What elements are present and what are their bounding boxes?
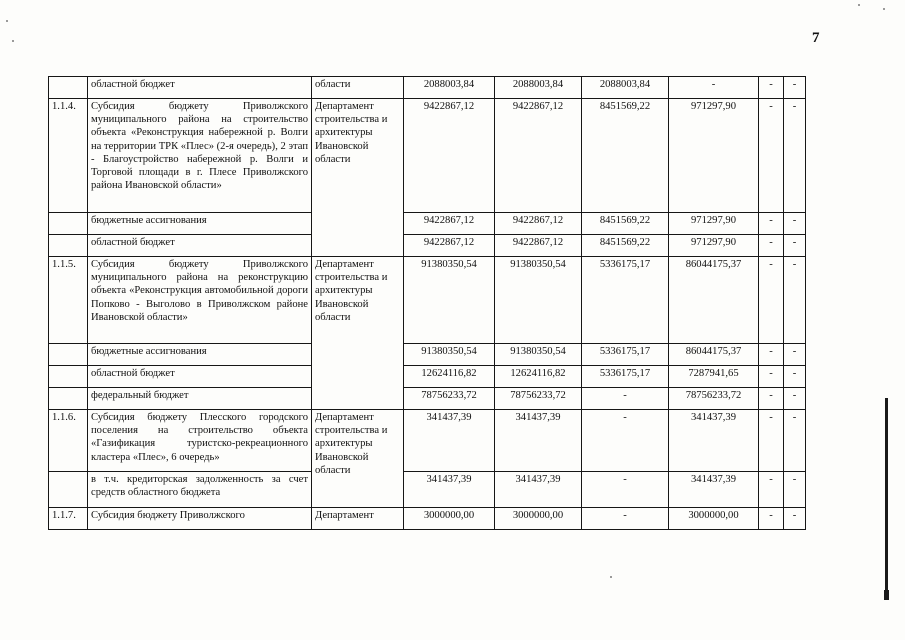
scan-margin-tick <box>884 590 889 600</box>
value-cell: - <box>784 99 806 213</box>
scan-speck <box>610 576 612 578</box>
value-cell: 341437,39 <box>404 410 495 472</box>
value-cell: 341437,39 <box>495 410 582 472</box>
scan-margin-bar <box>885 398 888 598</box>
value-cell: 5336175,17 <box>582 257 669 344</box>
value-cell: 3000000,00 <box>669 508 759 530</box>
table-row <box>49 472 806 508</box>
value-cell: - <box>784 77 806 99</box>
row-name: Субсидия бюджету Плесского городского поселения на строительство объекта «Газификация туристско-рекреационного кластера «Плес», 6 очередь» <box>88 410 312 472</box>
value-cell: - <box>759 344 784 366</box>
value-cell: 971297,90 <box>669 213 759 235</box>
value-cell: - <box>759 410 784 472</box>
row-number: 1.1.7. <box>49 508 88 530</box>
value-cell: 78756233,72 <box>669 388 759 410</box>
value-cell: 971297,90 <box>669 235 759 257</box>
row-name: Субсидия бюджету Приволжского муниципального района на реконструкцию объекта «Реконструкция автомобильной дороги Попково - Выголово в Приволжском районе Ивановской области» <box>88 257 312 344</box>
value-cell: - <box>582 410 669 472</box>
value-cell: - <box>759 388 784 410</box>
value-cell: 9422867,12 <box>404 99 495 213</box>
value-cell: 78756233,72 <box>404 388 495 410</box>
table-row <box>49 366 806 388</box>
value-cell: - <box>784 366 806 388</box>
value-cell: - <box>582 388 669 410</box>
value-cell: - <box>582 472 669 508</box>
table-row <box>49 257 806 344</box>
value-cell: 9422867,12 <box>495 235 582 257</box>
value-cell: 5336175,17 <box>582 344 669 366</box>
table-row <box>49 235 806 257</box>
value-cell: 86044175,37 <box>669 344 759 366</box>
row-name: бюджетные ассигнования <box>88 344 312 366</box>
value-cell: - <box>784 472 806 508</box>
value-cell: 341437,39 <box>669 410 759 472</box>
row-executor: Департамент <box>312 508 404 530</box>
value-cell: 8451569,22 <box>582 99 669 213</box>
value-cell: - <box>759 99 784 213</box>
value-cell: 91380350,54 <box>495 257 582 344</box>
table-row <box>49 344 806 366</box>
value-cell: - <box>759 235 784 257</box>
value-cell: 9422867,12 <box>404 213 495 235</box>
value-cell: - <box>784 410 806 472</box>
value-cell: - <box>669 77 759 99</box>
value-cell: - <box>784 388 806 410</box>
value-cell: 78756233,72 <box>495 388 582 410</box>
row-name: Субсидия бюджету Приволжского муниципального района на строительство объекта «Реконструкция набережной р. Волги на территории ТРК «Плес» (2-я очередь), 2 этап - Благоустройство набережной р. Волги и Торговой площади в г. Плесе Приволжского района Ивановской области» <box>88 99 312 213</box>
table-row <box>49 388 806 410</box>
value-cell: 91380350,54 <box>495 344 582 366</box>
page-number: 7 <box>812 30 820 46</box>
scan-speck <box>858 4 860 6</box>
table-row <box>49 99 806 213</box>
value-cell: - <box>759 257 784 344</box>
row-number: 1.1.4. <box>49 99 88 213</box>
value-cell: - <box>759 213 784 235</box>
value-cell: 91380350,54 <box>404 344 495 366</box>
value-cell: - <box>784 235 806 257</box>
value-cell: 91380350,54 <box>404 257 495 344</box>
row-executor: Департамент строительства и архитектуры Ивановской области <box>312 99 404 257</box>
row-name: федеральный бюджет <box>88 388 312 410</box>
value-cell: 86044175,37 <box>669 257 759 344</box>
value-cell: 3000000,00 <box>495 508 582 530</box>
row-number <box>49 77 88 99</box>
value-cell: 8451569,22 <box>582 235 669 257</box>
row-name: областной бюджет <box>88 77 312 99</box>
value-cell: - <box>784 257 806 344</box>
row-executor: области <box>312 77 404 99</box>
value-cell: 9422867,12 <box>495 99 582 213</box>
value-cell: 5336175,17 <box>582 366 669 388</box>
scan-speck <box>6 20 8 22</box>
value-cell: - <box>784 344 806 366</box>
table-row <box>49 77 806 99</box>
value-cell: - <box>759 508 784 530</box>
value-cell: - <box>784 508 806 530</box>
table-row <box>49 508 806 530</box>
value-cell: 2088003,84 <box>495 77 582 99</box>
value-cell: 3000000,00 <box>404 508 495 530</box>
value-cell: - <box>759 472 784 508</box>
value-cell: - <box>582 508 669 530</box>
row-name: областной бюджет <box>88 366 312 388</box>
value-cell: 971297,90 <box>669 99 759 213</box>
value-cell: 341437,39 <box>404 472 495 508</box>
value-cell: 7287941,65 <box>669 366 759 388</box>
table-row <box>49 410 806 472</box>
row-name: Субсидия бюджету Приволжского <box>88 508 312 530</box>
row-executor: Департамент строительства и архитектуры Ивановской области <box>312 257 404 410</box>
value-cell: 8451569,22 <box>582 213 669 235</box>
budget-table <box>48 76 806 530</box>
value-cell: - <box>784 213 806 235</box>
value-cell: 2088003,84 <box>582 77 669 99</box>
value-cell: 9422867,12 <box>404 235 495 257</box>
value-cell: 9422867,12 <box>495 213 582 235</box>
row-name: бюджетные ассигнования <box>88 213 312 235</box>
value-cell: - <box>759 366 784 388</box>
scan-speck <box>883 8 885 10</box>
scan-speck <box>12 40 14 42</box>
table-row <box>49 213 806 235</box>
row-executor: Департамент строительства и архитектуры Ивановской области <box>312 410 404 508</box>
value-cell: 2088003,84 <box>404 77 495 99</box>
value-cell: - <box>759 77 784 99</box>
value-cell: 341437,39 <box>495 472 582 508</box>
row-name: в т.ч. кредиторская задолженность за счет средств областного бюджета <box>88 472 312 508</box>
value-cell: 12624116,82 <box>495 366 582 388</box>
row-name: областной бюджет <box>88 235 312 257</box>
row-number: 1.1.6. <box>49 410 88 472</box>
value-cell: 12624116,82 <box>404 366 495 388</box>
row-number: 1.1.5. <box>49 257 88 344</box>
value-cell: 341437,39 <box>669 472 759 508</box>
